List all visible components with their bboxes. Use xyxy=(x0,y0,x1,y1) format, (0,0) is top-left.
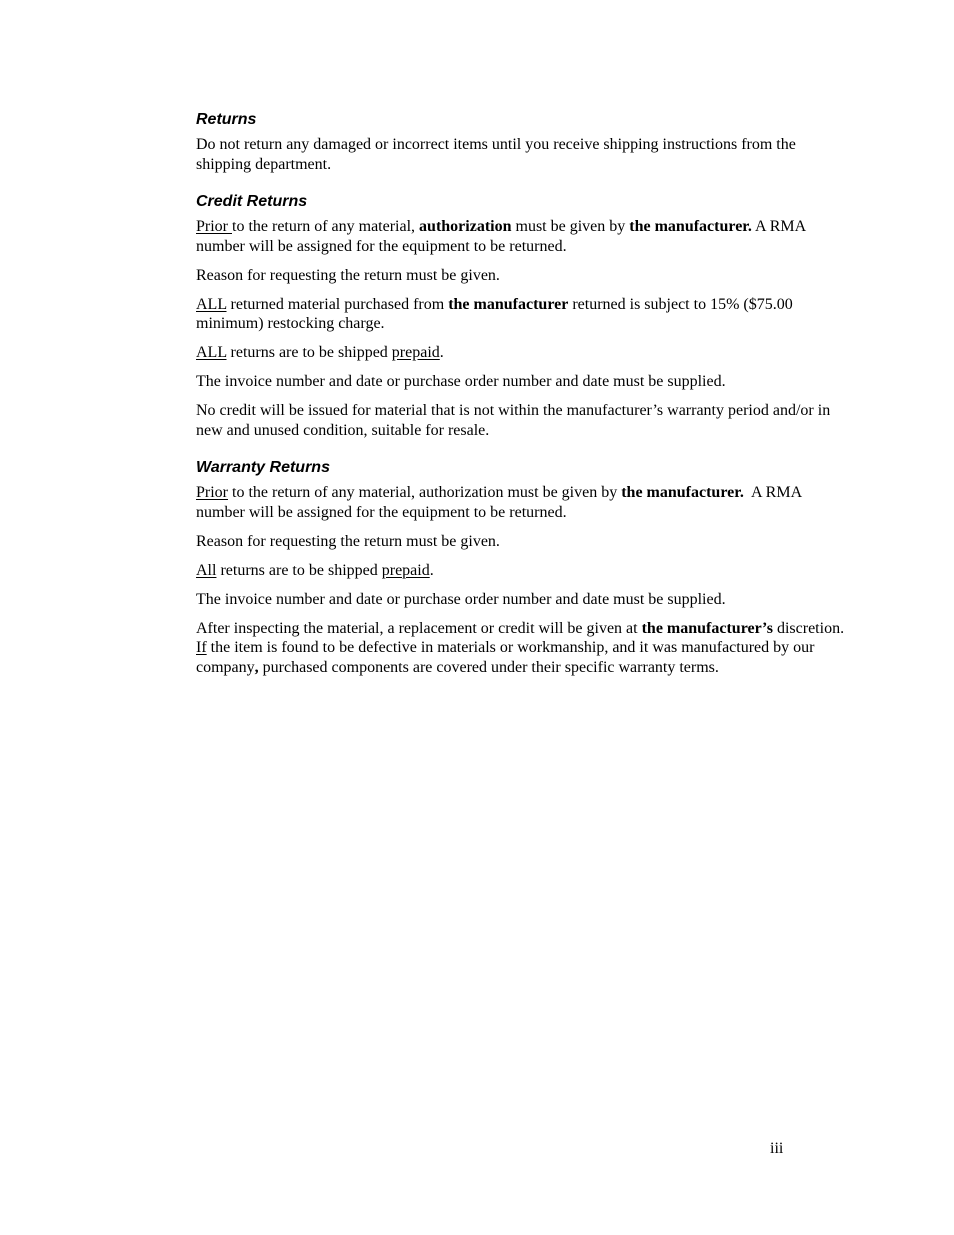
body-text: . xyxy=(439,344,444,361)
credit-returns-paragraph-1 xyxy=(196,217,846,256)
warranty-returns-paragraph-3 xyxy=(196,561,846,581)
bold-text: , xyxy=(254,658,259,676)
underlined-text: prepaid xyxy=(391,344,440,361)
body-text: returns are to be shipped xyxy=(226,344,392,361)
warranty-returns-paragraph-4: The invoice number and date or purchase order number and date must be supplied. xyxy=(196,590,726,608)
warranty-returns-paragraph-1 xyxy=(196,483,846,522)
body-text: A RMA number will be assigned for the equipment to be returned. xyxy=(196,484,806,521)
bold-text: the manufacturer. xyxy=(621,484,744,501)
bold-text: the manufacturer xyxy=(448,295,569,313)
page-number: iii xyxy=(770,1140,784,1157)
body-text: . xyxy=(429,561,434,579)
document-body xyxy=(196,110,853,695)
bold-text: the manufacturer’s xyxy=(641,619,773,637)
body-text: must be given by xyxy=(511,218,630,235)
body-text: purchased components are covered under their specific warranty terms. xyxy=(258,658,719,676)
body-text: to the return of any material, xyxy=(232,218,420,235)
section-warranty-returns xyxy=(196,458,853,677)
underlined-text: ALL xyxy=(196,344,227,361)
returns-paragraph-1: Do not return any damaged or incorrect items until you receive shipping instructions from the shipping department. xyxy=(196,136,796,173)
credit-returns-paragraph-6: No credit will be issued for material that is not within the manufacturer’s warranty period and/or in new and unused condition, suitable for resale. xyxy=(196,402,831,439)
warranty-returns-paragraph-5 xyxy=(196,619,853,678)
underlined-text: Prior xyxy=(196,484,228,501)
body-text: to the return of any material, authorization must be given by xyxy=(228,484,622,501)
heading-credit-returns: Credit Returns xyxy=(196,193,308,210)
credit-returns-paragraph-4 xyxy=(196,343,846,363)
body-text: the item is found to be defective in materials or workmanship, and it was manufactured by our company xyxy=(196,639,815,676)
section-credit-returns xyxy=(196,192,846,440)
body-text: returned is subject to 15% ($75.00 minimum) restocking charge. xyxy=(196,295,793,332)
underlined-text: If xyxy=(196,639,207,656)
body-text: discretion. xyxy=(772,619,853,637)
body-text: After inspecting the material, a replacement or credit will be given at xyxy=(196,619,642,637)
underlined-text: Prior xyxy=(196,218,232,235)
bold-text: authorization xyxy=(419,218,512,235)
underlined-text: All xyxy=(196,561,217,579)
credit-returns-paragraph-3 xyxy=(196,295,846,334)
underlined-text: ALL xyxy=(196,295,227,313)
underlined-text: prepaid xyxy=(381,561,430,579)
body-text: A RMA number will be assigned for the equipment to be returned. xyxy=(196,218,806,255)
bold-text: the manufacturer. xyxy=(629,218,752,235)
body-text: returned material purchased from xyxy=(226,295,449,313)
credit-returns-paragraph-2: Reason for requesting the return must be given. xyxy=(196,266,500,284)
body-text: returns are to be shipped xyxy=(216,561,382,579)
heading-returns: Returns xyxy=(196,111,257,128)
section-returns xyxy=(196,110,846,174)
heading-warranty-returns: Warranty Returns xyxy=(196,459,330,476)
warranty-returns-paragraph-2: Reason for requesting the return must be given. xyxy=(196,532,500,550)
credit-returns-paragraph-5: The invoice number and date or purchase order number and date must be supplied. xyxy=(196,373,726,390)
